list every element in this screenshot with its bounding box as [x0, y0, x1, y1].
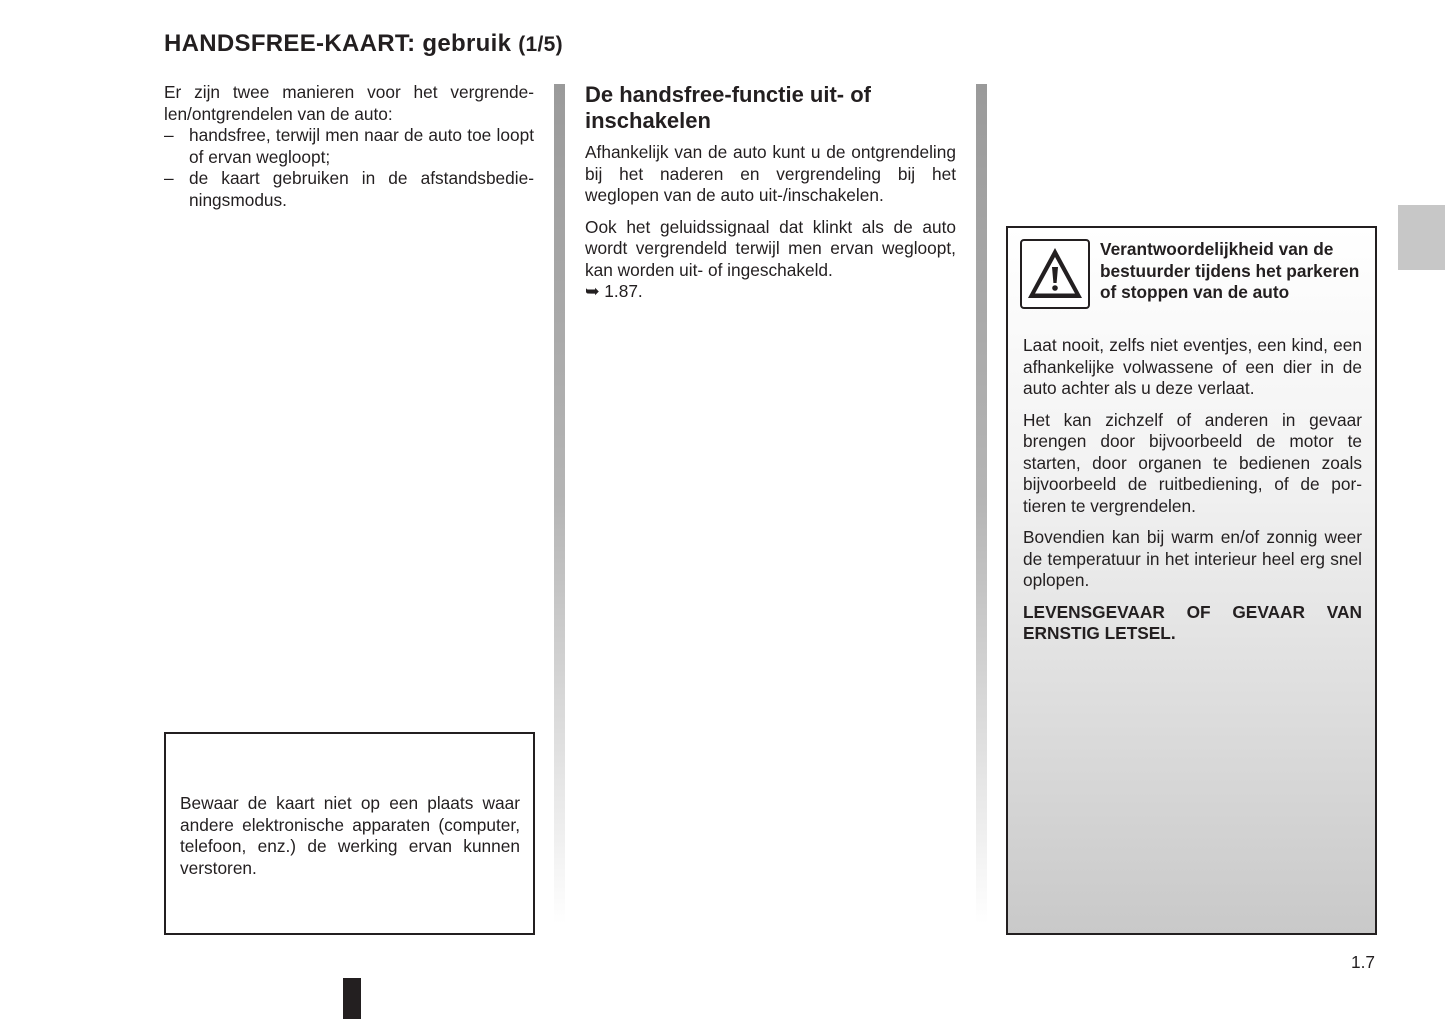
title-main: HANDSFREE-KAART: — [164, 30, 416, 57]
page-reference: 1.87. — [604, 281, 643, 301]
page-number: 1.7 — [1351, 952, 1376, 972]
danger-statement: LEVENSGEVAAR OF GEVAAR VAN ERNSTIG LETSEL. — [1023, 601, 1362, 643]
title-sub: gebruik — [415, 30, 512, 57]
left-column — [164, 82, 534, 211]
list-item-text: handsfree, terwijl men naar de auto toe loopt of ervan wegloopt; — [189, 125, 534, 167]
reference-arrow-icon: ➥ — [585, 281, 600, 301]
dash-bullet: – — [164, 168, 174, 188]
print-mark — [343, 978, 361, 1019]
warning-box — [1006, 226, 1377, 935]
paragraph: Ook het geluidssignaal dat klinkt als de auto wordt vergrendeld terwijl men ervan wegloopt, kan worden uit- of ingeschakeld. ➥ 1.87. — [585, 216, 956, 301]
list-item — [164, 125, 534, 168]
note-box — [164, 732, 535, 935]
paragraph: Afhankelijk van de auto kunt u de ontgrendeling bij het naderen en vergrendeling bij het weglopen van de auto uit-/inschakelen. — [585, 142, 956, 205]
chapter-tab — [1398, 205, 1445, 270]
section-heading: De handsfree-functie uit- of inschakelen — [585, 82, 872, 133]
paragraph: Laat nooit, zelfs niet eventjes, een kind, een afhankelijke volwassene of een dier in de auto achter als u deze verlaat. — [1023, 335, 1362, 398]
paragraph: Het kan zichzelf of anderen in gevaar brengen door bijvoorbeeld de motor te starten, door organen te bedienen zoals bijvoorbeeld de ruitbediening, of de portieren te vergrendelen. — [1023, 409, 1362, 516]
warning-heading: Verantwoordelijkheid van de bestuurder tijdens het parkeren of stoppen van de auto — [1100, 239, 1360, 302]
title-page-indicator: (1/5) — [518, 33, 563, 56]
column-divider-bar — [976, 84, 987, 924]
method-list — [164, 125, 534, 211]
page-title — [164, 30, 563, 58]
dash-bullet: – — [164, 125, 174, 145]
note-text: Bewaar de kaart niet op een plaats waar andere elektronische apparaten (computer, telefoon, enz.) de werking ervan kunnen verstoren. — [180, 793, 520, 878]
warning-body — [1023, 335, 1362, 655]
column-divider-bar — [554, 84, 565, 924]
intro-paragraph: Er zijn twee manieren voor het vergrendelen/ontgrendelen van de auto: — [164, 82, 534, 124]
middle-column — [585, 82, 956, 313]
paragraph: Bovendien kan bij warm en/of zonnig weer de temperatuur in het interieur heel erg snel oplopen. — [1023, 527, 1362, 590]
list-item-text: de kaart gebruiken in de afstandsbedieningsmodus. — [189, 168, 534, 210]
list-item — [164, 168, 534, 211]
warning-triangle-icon — [1020, 239, 1090, 309]
